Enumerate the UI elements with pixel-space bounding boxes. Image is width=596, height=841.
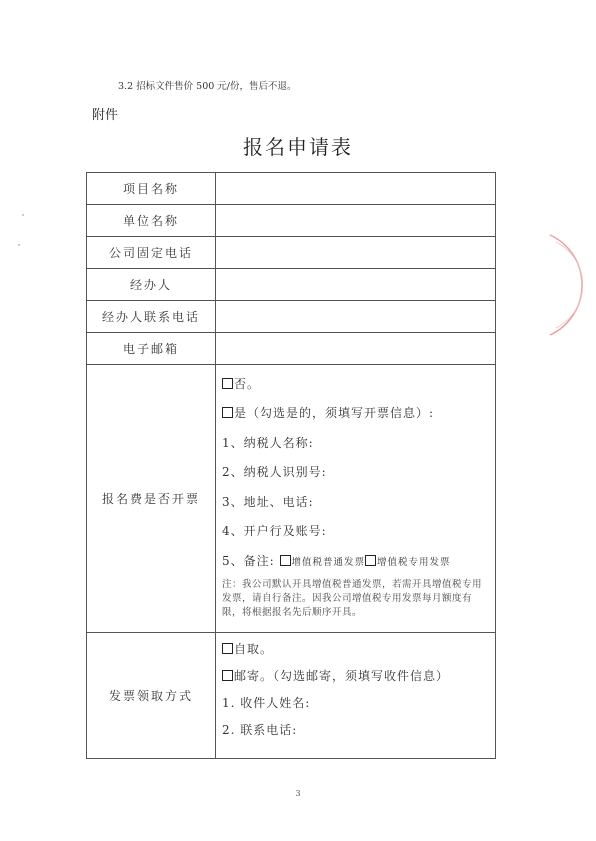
label-company-phone: 公司固定电话 — [87, 237, 216, 269]
row-project-name — [87, 173, 496, 205]
row-receive — [87, 633, 496, 759]
remark-line — [222, 554, 489, 570]
checkbox-normal-invoice[interactable] — [280, 555, 291, 566]
taxpayer-name-line[interactable]: 1、纳税人名称: — [222, 435, 314, 450]
field-unit-name[interactable] — [216, 205, 496, 237]
normal-invoice-label: 增值税普通发票 — [291, 556, 366, 568]
invoice-no-option[interactable]: 否。 — [222, 377, 489, 392]
checkbox-special-invoice[interactable] — [365, 555, 376, 566]
field-handler[interactable] — [216, 269, 496, 301]
registration-form-table — [86, 172, 496, 759]
recipient-phone-line[interactable]: 2. 联系电话: — [222, 722, 298, 737]
row-handler-phone — [87, 301, 496, 333]
scan-speck — [18, 244, 20, 246]
taxpayer-id-line[interactable]: 2、纳税人识别号: — [222, 465, 327, 480]
receive-self-option[interactable]: 自取。 — [222, 642, 489, 657]
checkbox-no[interactable] — [222, 378, 233, 389]
label-receive: 发票领取方式 — [87, 633, 216, 759]
attachment-label: 附件 — [92, 108, 119, 123]
price-clause: 3.2 招标文件售价 500 元/份，售后不退。 — [118, 81, 297, 92]
page-number: 3 — [295, 789, 301, 798]
invoice-note: 注：我公司默认开具增值税普通发票，若需开具增值税专用发票，请自行备注。因我公司增值税专用发票每月额度有限，将根据报名先后顺序开具。 — [222, 579, 483, 619]
label-project-name: 项目名称 — [87, 173, 216, 205]
row-unit-name — [87, 205, 496, 237]
seal-stamp-partial — [530, 230, 596, 340]
receive-options-cell — [216, 633, 496, 759]
row-invoice — [87, 365, 496, 633]
field-email[interactable] — [216, 333, 496, 365]
special-invoice-label: 增值税专用发票 — [377, 556, 451, 568]
label-invoice: 报名费是否开票 — [87, 365, 216, 633]
recipient-name-line[interactable]: 1. 收件人姓名: — [222, 695, 311, 710]
bank-account-line[interactable]: 4、开户行及账号: — [222, 524, 327, 539]
label-email: 电子邮箱 — [87, 333, 216, 365]
checkbox-self-pickup[interactable] — [222, 643, 233, 654]
row-handler — [87, 269, 496, 301]
scan-speck — [22, 214, 24, 216]
address-phone-line[interactable]: 3、地址、电话: — [222, 494, 314, 509]
label-handler: 经办人 — [87, 269, 216, 301]
row-email — [87, 333, 496, 365]
field-company-phone[interactable] — [216, 237, 496, 269]
receive-mail-option[interactable]: 邮寄。（勾选邮寄，须填写收件信息） — [222, 669, 489, 684]
invoice-options-cell — [216, 365, 496, 633]
field-project-name[interactable] — [216, 173, 496, 205]
checkbox-mail[interactable] — [222, 670, 233, 681]
field-handler-phone[interactable] — [216, 301, 496, 333]
invoice-yes-option[interactable]: 是（勾选是的，须填写开票信息）: — [222, 406, 489, 421]
label-unit-name: 单位名称 — [87, 205, 216, 237]
remark-label: 5、备注: — [222, 553, 275, 568]
label-handler-phone: 经办人联系电话 — [87, 301, 216, 333]
form-title: 报名申请表 — [243, 135, 353, 159]
row-company-phone — [87, 237, 496, 269]
checkbox-yes[interactable] — [222, 407, 233, 418]
